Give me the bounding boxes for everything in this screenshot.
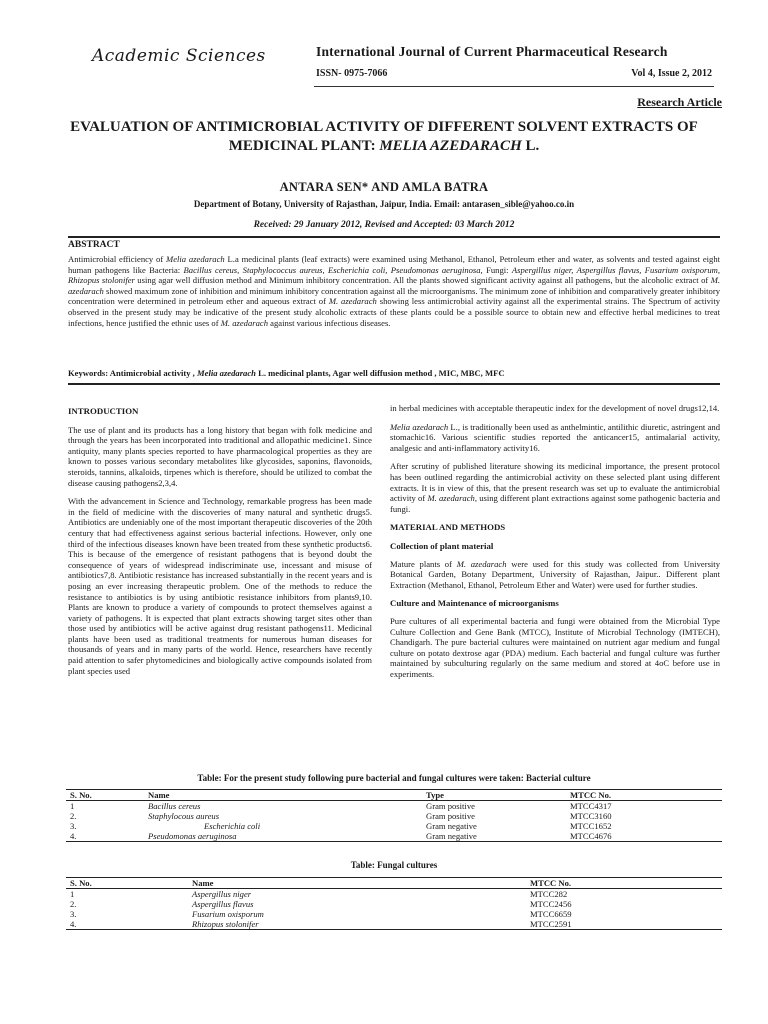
cell-name: [188, 899, 526, 909]
cell-sno: 2.: [70, 811, 77, 821]
title-line-2-post: L.: [521, 138, 540, 154]
right-species: M. azedarach: [427, 493, 475, 504]
publisher-logo: Academic Sciences: [92, 46, 266, 66]
abstract-species: Aspergillus niger, Aspergillus flavus, Fusarium oxisporum, Rhizopus stolonifer: [68, 264, 720, 286]
cell-sno: 4.: [70, 831, 77, 841]
table2-caption: Table: Fungal cultures: [350, 860, 438, 870]
cell-name: [144, 821, 422, 831]
intro-paragraph-2: With the advancement in Science and Technology, remarkable progress has been made in the field of medicine with the discoveries of many natural and synthetic drugs5. Antibiotics are undeniably one of the most important therapeutic discoveries of the 20th century that had effectiveness against serious bacterial infections. However, only one third of the infectious diseases known have been treated from these synthetic products6. This is because of the emergence of resistant pathogens that is beyond doubt the consequence of years of widespread indiscriminate use, incessant and misuse of antibiotics7,8. Antibiotic resistance has increased substantially in the recent years and is posing an ever increasing therapeutic problem. One of the methods to reduce the resistance to antibiotics is by using antibiotic resistance inhibitors from plants9,10. Plants are known to produce a variety of compounds to protect themselves against a variety of pathogens. It is expected that plant extracts showing target sites other than those used by antibiotics will be active against drug resistant pathogens11. Medicinal plants have been used as traditional treatments for numerous human diseases for thousands of years and in many parts of the world. Hence, researchers have recently paid attention to safer phytomedicines and biologically active compounds isolated from plant species used: [68, 496, 372, 676]
cell-sno: 1: [70, 801, 75, 811]
cell-name: [188, 909, 526, 919]
abstract-seg: Fungi:: [482, 264, 512, 275]
right-column: [390, 403, 720, 687]
cell-type: Gram negative: [426, 831, 477, 841]
title-line-1: EVALUATION OF ANTIMICROBIAL ACTIVITY OF DIFFERENT SOLVENT EXTRACTS OF: [70, 119, 698, 135]
cell-species: Staphylocous aureus: [148, 811, 220, 821]
cell-mtcc: MTCC6659: [530, 909, 572, 919]
abstract-seg: using agar well diffusion method and Minimum inhibitory concentration. All the plants showed significant activity against all pathogens, but the alcoholic extract of: [134, 275, 711, 286]
cell-mtcc: MTCC1652: [570, 821, 612, 831]
cell-mtcc: MTCC282: [530, 889, 568, 899]
abstract-seg: against various infectious diseases.: [268, 317, 391, 328]
intro-heading: INTRODUCTION: [68, 406, 139, 416]
table-row: [66, 821, 722, 831]
cell-type: Gram positive: [426, 801, 475, 811]
cell-mtcc: MTCC2591: [530, 919, 572, 929]
volume-issue: Vol 4, Issue 2, 2012: [631, 68, 712, 79]
table-row: [66, 889, 722, 900]
abstract-species: M. azedarach: [68, 275, 721, 296]
abstract-species: M. azedarach: [328, 296, 377, 307]
journal-name: International Journal of Current Pharmaceutical Research: [316, 44, 668, 59]
cell-name: [144, 811, 422, 821]
cell-name: [188, 919, 526, 930]
right-paragraph-1: in herbal medicines with acceptable therapeutic index for the development of novel drugs12,14.: [390, 403, 720, 413]
subheading-collection: Collection of plant material: [390, 540, 494, 551]
table-header-row: [66, 878, 722, 889]
right-paragraph-5: Pure cultures of all experimental bacteria and fungi were obtained from the Microbial Type Culture Collection and Gene Bank (MTCC), Institute of Microbial Technology (IMTECH), Chandigarh. The pure bacterial cultures were maintained on nutrient agar medium and fungal culture on potato dextrose agar (PDA) medium. Each bacterial and fungal culture was further maintained by subculturing regularly on the same medium and stored at 4oC before use in experiments.: [390, 615, 720, 679]
title-line-2-species: MELIA AZEDARACH: [379, 138, 522, 154]
keywords-pre: Antimicrobial activity ,: [108, 368, 197, 378]
col-name: Name: [148, 790, 170, 800]
abstract-heading: ABSTRACT: [68, 240, 120, 250]
table-row: [66, 899, 722, 909]
left-column: [68, 406, 372, 684]
keywords-post: L. medicinal plants, Agar well diffusion method , MIC, MBC, MFC: [255, 368, 505, 378]
abstract-species: M. azedarach: [220, 317, 268, 328]
cell-sno: 2.: [70, 899, 77, 909]
cell-mtcc: MTCC2456: [530, 899, 572, 909]
right-paragraph-3: [390, 461, 720, 514]
cell-species: Escherichia coli: [204, 821, 261, 831]
cell-species: Aspergillus flavus: [192, 899, 254, 909]
methods-heading: MATERIAL AND METHODS: [390, 522, 506, 533]
cell-sno: 3.: [70, 821, 77, 831]
abstract-bottom-rule: [68, 383, 720, 385]
cell-name: [144, 801, 422, 812]
right-species: M. azedarach: [456, 558, 507, 569]
col-sno: S. No.: [70, 790, 92, 800]
abstract-seg: Antimicrobial efficiency of: [68, 254, 167, 264]
paper-title: [60, 118, 708, 156]
cell-species: Rhizopus stolonifer: [192, 919, 259, 929]
right-paragraph-4-text: were used for this study was collected from University Botanical Garden, Botany Department, University of Rajasthan, Jaipur.. Different plant Extraction (Methanol, Ethanol, Petroleum Ether and Water) were used for further studies.: [390, 558, 720, 590]
header-rule: [314, 86, 714, 87]
abstract-text: [68, 254, 720, 328]
received-dates: Received: 29 January 2012, Revised and Accepted: 03 March 2012: [253, 220, 515, 230]
article-type: Research Article: [637, 95, 722, 109]
affiliation: Department of Botany, University of Rajasthan, Jaipur, India. Email: antarasen_sible@yahoo.co.in: [193, 199, 575, 209]
cell-species: Pseudomonas aeruginosa: [148, 831, 237, 841]
table-header-row: [66, 790, 722, 801]
table-row: [66, 919, 722, 930]
authors: ANTARA SEN* AND AMLA BATRA: [279, 180, 489, 194]
table-row: [66, 831, 722, 842]
col-mtcc: MTCC No.: [530, 878, 572, 888]
fungal-culture-table: [66, 877, 722, 930]
right-paragraph-2: [390, 422, 720, 454]
cell-sno: 3.: [70, 909, 77, 919]
abstract-species: Bacillus cereus, Staphylococcus aureus, Escherichia coli, Pseudomonas aeruginosa,: [183, 264, 483, 275]
right-paragraph-3-text: After scrutiny of published literature showing its medicinal importance, the present protocol has been outlined regarding the antimicrobial activity on these selected plant using different extracts. It is in view of this, that the present research was set up to evaluate the antimicrobial activity of: [390, 461, 720, 504]
col-sno: S. No.: [70, 878, 92, 888]
issn: ISSN- 0975-7066: [316, 68, 388, 79]
abstract-seg: showing less antimicrobial activity against all the experimental strains. The Spectrum of activity observed in the present study may be indicative of the present study alcoholic extracts of these plants could be a possible source to obtain new and effective herbal medicines to treat infections, hence justified the ethnic uses of: [68, 296, 720, 328]
cell-type: Gram negative: [426, 821, 477, 831]
col-type: Type: [426, 790, 444, 800]
cell-species: Aspergillus niger: [192, 889, 252, 899]
cell-name: [144, 831, 422, 842]
cell-mtcc: MTCC4317: [570, 801, 612, 811]
cell-type: Gram positive: [426, 811, 475, 821]
right-species: Melia azedarach: [390, 421, 449, 432]
right-paragraph-4: [390, 559, 720, 591]
cell-mtcc: MTCC3160: [570, 811, 612, 821]
cell-sno: 1: [70, 889, 75, 899]
right-paragraph-3-post: , using different plant extractions against some pathogenic bacteria and fungi.: [390, 493, 720, 514]
abstract-seg: L.a medicinal plants (leaf extracts) were examined using Methanol, Ethanol, Petroleum ether and water, as solvents and tested against eight human pathogens like Bacteria:: [68, 254, 721, 275]
cell-sno: 4.: [70, 919, 77, 929]
keywords-label: Keywords:: [68, 368, 109, 378]
col-name: Name: [192, 878, 214, 888]
abstract-species: Melia azedarach: [166, 254, 225, 264]
keywords-species: Melia azedarach: [196, 368, 256, 378]
right-paragraph-4-pre: Mature plants of: [390, 558, 457, 569]
cell-name: [188, 889, 526, 900]
cell-mtcc: MTCC4676: [570, 831, 612, 841]
abstract-top-rule: [68, 236, 720, 238]
table-row: [66, 909, 722, 919]
table-row: [66, 801, 722, 812]
keywords: [68, 368, 720, 378]
bacterial-culture-table: [66, 789, 722, 842]
subheading-culture: Culture and Maintenance of microorganisms: [390, 598, 559, 609]
title-line-2: [60, 137, 708, 156]
abstract-seg: showed maximum zone of inhibition and minimum inhibitory concentration against all the microorganisms. The minimum zone of inhibition and comparatively greater inhibitory concentration were determined in petroleum ether and aqueous extract of: [68, 285, 720, 307]
right-paragraph-2-text: L., is traditionally been used as anthelmintic, antilithic diuretic, astringent and stomachic16. Various scientific studies reported the anticancer15, antimalarial activity, analgesic and anti-inflammatory activity16.: [390, 421, 720, 453]
col-mtcc: MTCC No.: [570, 790, 612, 800]
intro-paragraph-1: The use of plant and its products has a long history that began with folk medicine and through the years has been incorporated into traditional and allopathic medicine1. Since antiquity, many plants species reported to have pharmacological properties as they are known to posses various secondary metabolites like glycosides, saponins, flavonoids, steroids, tannins, alkaloids, tirpenes which is therefore, should be utilized to combat the disease causing pathogens2,3,4.: [68, 424, 372, 488]
title-line-2-pre: MEDICINAL PLANT:: [228, 138, 380, 154]
table-row: [66, 811, 722, 821]
table1-caption: Table: For the present study following pure bacterial and fungal cultures were taken: Bacterial culture: [197, 773, 591, 783]
cell-species: Bacillus cereus: [148, 801, 201, 811]
cell-species: Fusarium oxisporum: [192, 909, 264, 919]
